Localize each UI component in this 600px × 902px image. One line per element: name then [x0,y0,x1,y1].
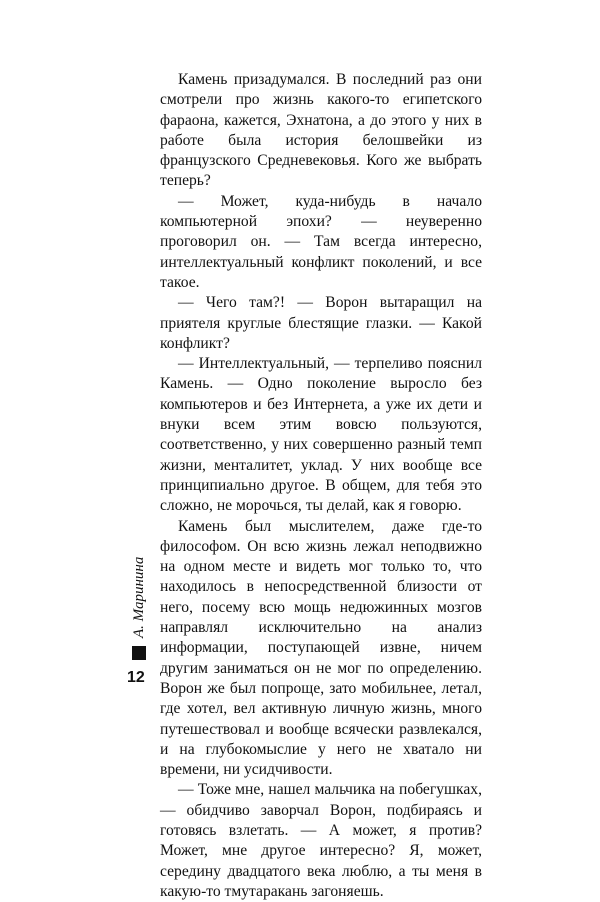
page-number: 12 [127,669,145,686]
paragraph: — Может, куда-нибудь в начало компьютерной эпохи? — неуверенно проговорил он. — Там всегда интересно, интеллектуальный конфликт поколений, и все такое. [160,192,482,291]
running-head-marker [132,646,146,660]
body-text [160,70,482,902]
running-head [129,552,149,664]
paragraph: — Интеллектуальный, — терпеливо пояснил Камень. — Одно поколение выросло без компьютеров и без Интернета, а уже их дети и внуки всем этим вовсю пользуются, соответственно, у них совершенно разный темп жизни, менталитет, уклад. У них вообще все принципиально другое. В общем, для тебя это сложно, не морочься, ты делай, как я говорю. [160,355,482,515]
paragraph: — Чего там?! — Ворон вытаращил на приятеля круглые блестящие глазки. — Какой конфликт? [160,294,482,352]
paragraph: Камень был мыслителем, даже где-то философом. Он всю жизнь лежал неподвижно на одном месте и видеть мог только то, что находилось в непосредственной близости от него, посему всю мощь недюжинных мозгов направлял исключительно на анализ информации, поступающей извне, ничем другим заниматься он не мог по определению. Ворон же был попроще, зато мобильнее, летал, где хотел, вел активную личную жизнь, много путешествовал и вообще всячески развлекался, и на глубокомыслие у него не хватало ни времени, ни усидчивости. [160,517,482,779]
paragraph: Камень призадумался. В последний раз они смотрели про жизнь какого-то египетского фараона, кажется, Эхнатона, а до этого у них в работе была история белошвейки из французского Средневековья. Кого же выбрать теперь? [160,71,482,190]
running-head-author: А. Маринина [131,556,147,638]
paragraph: — Тоже мне, нашел мальчика на побегушках, — обидчиво заворчал Ворон, подбираясь и готовясь взлетать. — А может, я против? Может, мне другое интересно? Я, может, середину двадцатого века люблю, а ты меня в какую-то тмутаракань загоняешь. [160,781,482,900]
